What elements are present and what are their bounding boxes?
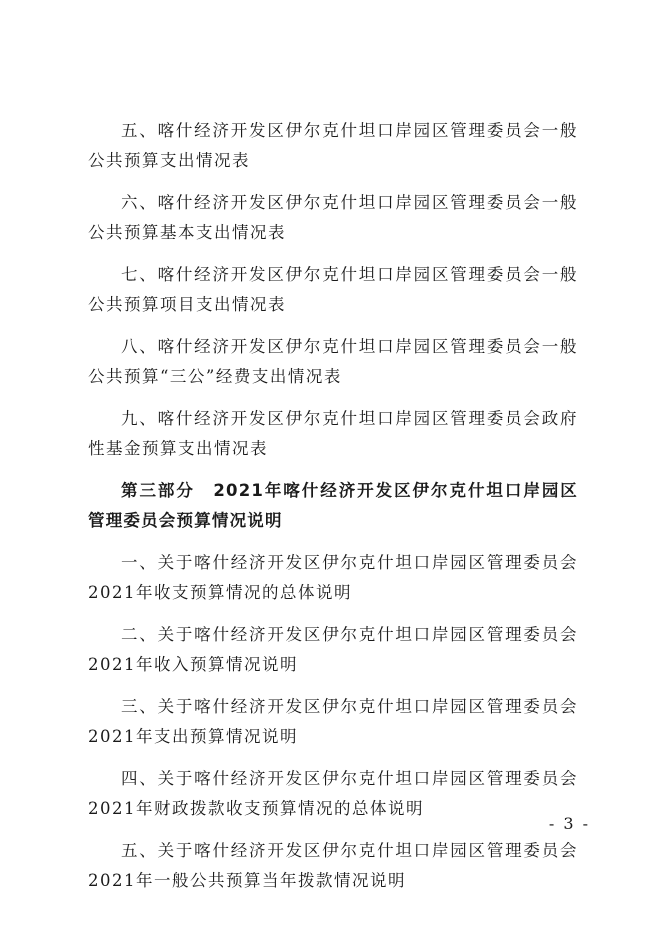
page-number: - 3 -: [548, 814, 590, 833]
toc-item-explanation-3: 三、关于喀什经济开发区伊尔克什坦口岸园区管理委员会2021年支出预算情况说明: [88, 697, 578, 746]
toc-item-explanation-2: 二、关于喀什经济开发区伊尔克什坦口岸园区管理委员会2021年收入预算情况说明: [88, 625, 578, 674]
toc-item-table-5: 五、喀什经济开发区伊尔克什坦口岸园区管理委员会一般公共预算支出情况表: [88, 121, 578, 170]
toc-item-table-9: 九、喀什经济开发区伊尔克什坦口岸园区管理委员会政府性基金预算支出情况表: [88, 409, 578, 458]
toc-item-table-8: 八、喀什经济开发区伊尔克什坦口岸园区管理委员会一般公共预算“三公”经费支出情况表: [88, 337, 578, 386]
toc-item-table-6: 六、喀什经济开发区伊尔克什坦口岸园区管理委员会一般公共预算基本支出情况表: [88, 193, 578, 242]
toc-item-explanation-1: 一、关于喀什经济开发区伊尔克什坦口岸园区管理委员会2021年收支预算情况的总体说明: [88, 553, 578, 602]
part-three-heading: 第三部分 2021年喀什经济开发区伊尔克什坦口岸园区管理委员会预算情况说明: [88, 481, 578, 530]
document-body: [88, 116, 578, 908]
toc-item-table-7: 七、喀什经济开发区伊尔克什坦口岸园区管理委员会一般公共预算项目支出情况表: [88, 265, 578, 314]
toc-item-explanation-5: 五、关于喀什经济开发区伊尔克什坦口岸园区管理委员会2021年一般公共预算当年拨款情况说明: [88, 841, 578, 890]
toc-item-explanation-4: 四、关于喀什经济开发区伊尔克什坦口岸园区管理委员会2021年财政拨款收支预算情况的总体说明: [88, 769, 578, 818]
